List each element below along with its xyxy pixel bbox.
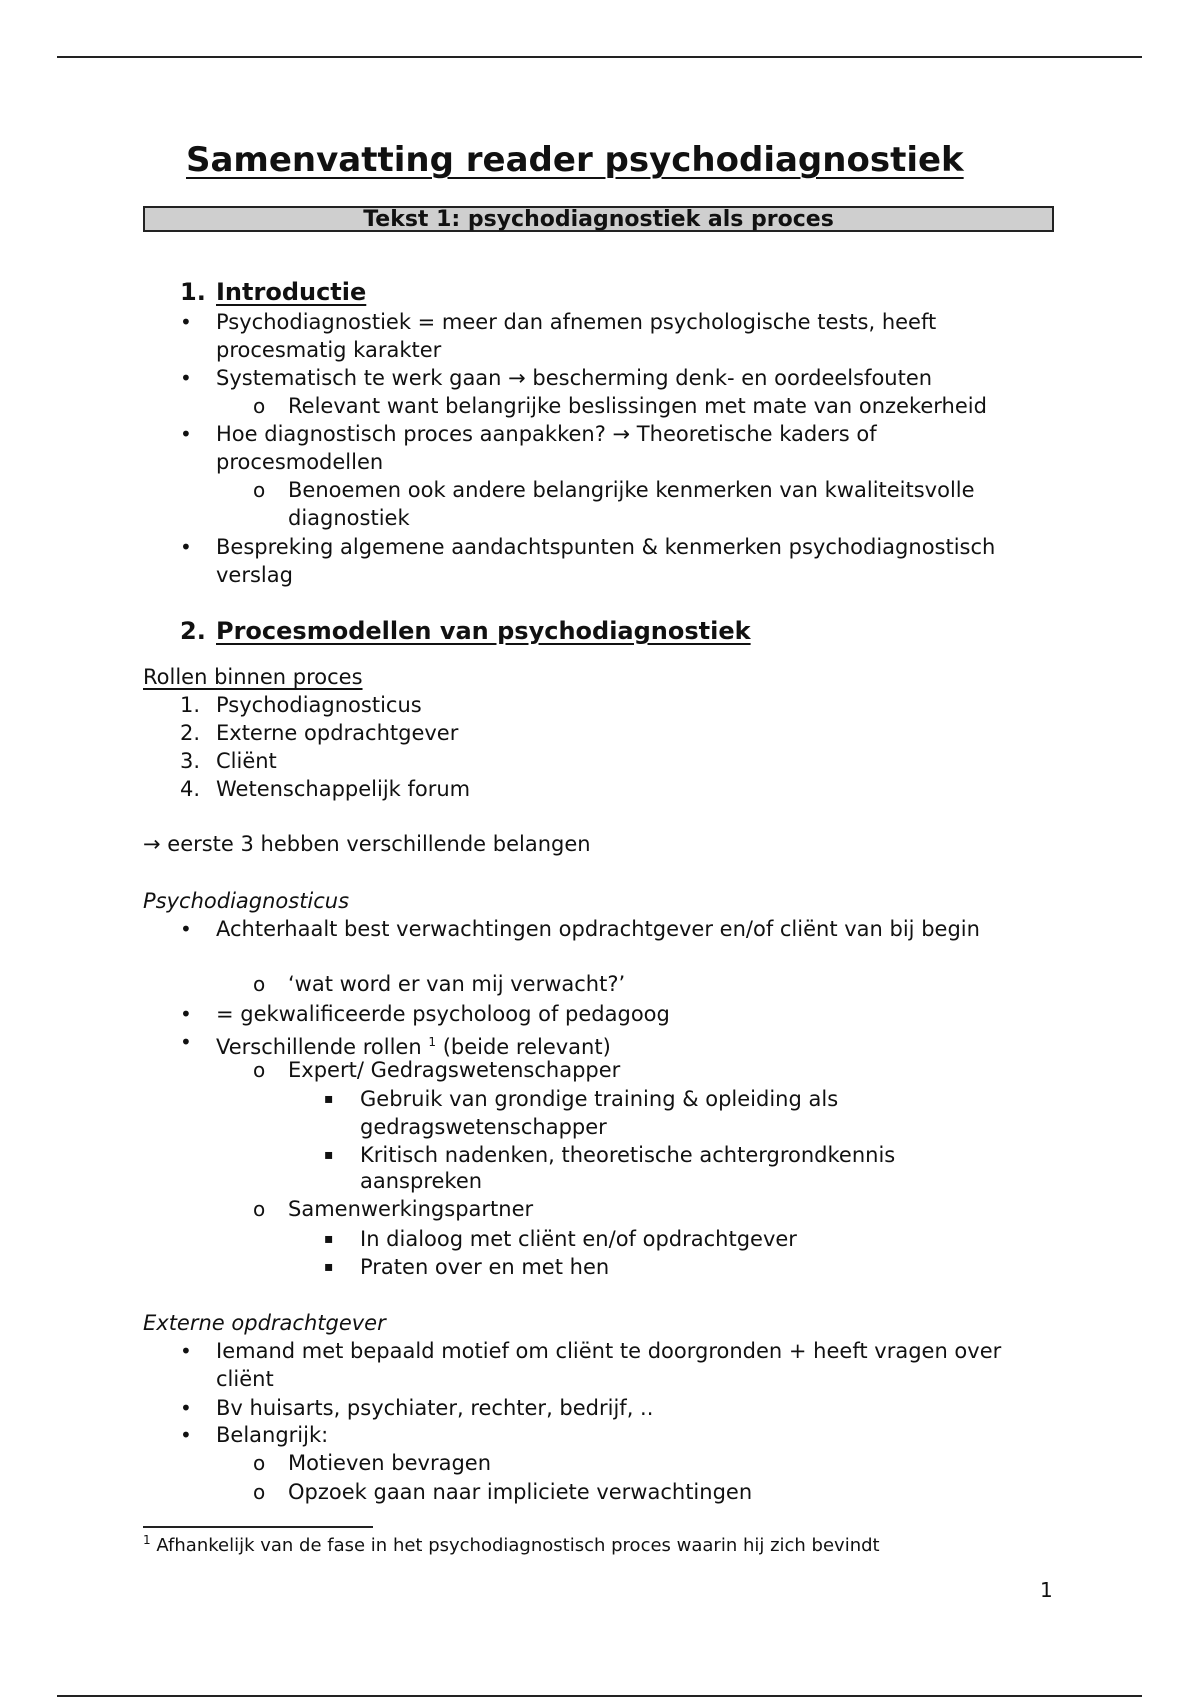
- bullet-icon: •: [180, 1030, 192, 1054]
- list-item: Psychodiagnostiek = meer dan afnemen psychologische tests, heeft: [216, 310, 937, 334]
- footer-rule: [57, 1695, 1142, 1697]
- square-bullet-icon: ▪: [324, 1231, 334, 1247]
- sub-list-item: Expert/ Gedragswetenschapper: [288, 1058, 621, 1082]
- bullet-icon: •: [180, 1339, 192, 1363]
- footnote-reference[interactable]: 1: [428, 1035, 436, 1049]
- heading-label: Procesmodellen van psychodiagnostiek: [216, 617, 751, 645]
- footnote-separator: [143, 1526, 373, 1528]
- sub-sub-list-item: Praten over en met hen: [360, 1255, 610, 1279]
- circle-bullet-icon: o: [253, 394, 266, 418]
- list-number: 3.: [180, 749, 201, 773]
- list-item-text: Verschillende rollen: [216, 1035, 422, 1059]
- sub-list-item-continued: diagnostiek: [288, 506, 410, 530]
- heading-introductie: [180, 278, 366, 306]
- footnote-text: Afhankelijk van de fase in het psychodiagnostisch proces waarin hij zich bevindt: [156, 1535, 880, 1556]
- list-item: Belangrijk:: [216, 1423, 329, 1447]
- list-item-tail: (beide relevant): [442, 1035, 611, 1059]
- role-item: Psychodiagnosticus: [216, 693, 422, 717]
- heading-number: 2.: [180, 617, 206, 645]
- sub-list-item: Samenwerkingspartner: [288, 1197, 534, 1221]
- list-item: Bv huisarts, psychiater, rechter, bedrijf, ..: [216, 1396, 654, 1420]
- circle-bullet-icon: o: [253, 972, 266, 996]
- bullet-icon: •: [180, 535, 192, 559]
- sub-sub-list-item: Kritisch nadenken, theoretische achtergrondkennis: [360, 1143, 896, 1167]
- list-item-continued: procesmatig karakter: [216, 338, 442, 362]
- bullet-icon: •: [180, 1423, 192, 1447]
- list-item: Bespreking algemene aandachtspunten & kenmerken psychodiagnostisch: [216, 535, 996, 559]
- heading-procesmodellen: [180, 617, 751, 645]
- page-number: 1: [1040, 1578, 1053, 1602]
- roles-heading: Rollen binnen proces: [143, 665, 363, 689]
- sub-list-item: Motieven bevragen: [288, 1451, 492, 1475]
- sub-list-item: ‘wat word er van mij verwacht?’: [288, 972, 626, 996]
- header-rule: [57, 56, 1142, 58]
- footnote-mark: 1: [143, 1533, 151, 1547]
- bullet-icon: •: [180, 1396, 192, 1420]
- list-item-continued: cliënt: [216, 1367, 274, 1391]
- list-number: 4.: [180, 777, 201, 801]
- bullet-icon: •: [180, 310, 192, 334]
- sub-list-item: Benoemen ook andere belangrijke kenmerken van kwaliteitsvolle: [288, 478, 975, 502]
- bullet-icon: •: [180, 917, 192, 941]
- list-item: Iemand met bepaald motief om cliënt te doorgronden + heeft vragen over: [216, 1339, 1002, 1363]
- circle-bullet-icon: o: [253, 1451, 266, 1475]
- sub-sub-list-item: Gebruik van grondige training & opleiding als: [360, 1087, 839, 1111]
- list-item: Achterhaalt best verwachtingen opdrachtgever en/of cliënt van bij begin: [216, 917, 980, 941]
- sub-sub-list-item-continued: aanspreken: [360, 1169, 483, 1193]
- circle-bullet-icon: o: [253, 1197, 266, 1221]
- square-bullet-icon: ▪: [324, 1091, 334, 1107]
- section-heading-box: [143, 206, 1054, 232]
- role-item: Externe opdrachtgever: [216, 721, 459, 745]
- subheading-psychodiagnosticus: Psychodiagnosticus: [143, 889, 350, 913]
- circle-bullet-icon: o: [253, 1480, 266, 1504]
- list-item: = gekwalificeerde psycholoog of pedagoog: [216, 1002, 670, 1026]
- sub-list-item: Opzoek gaan naar impliciete verwachtingen: [288, 1480, 753, 1504]
- section-heading: Tekst 1: psychodiagnostiek als proces: [363, 206, 834, 232]
- circle-bullet-icon: o: [253, 1058, 266, 1082]
- sub-list-item: Relevant want belangrijke beslissingen met mate van onzekerheid: [288, 394, 987, 418]
- bullet-icon: •: [180, 1002, 192, 1026]
- bullet-icon: •: [180, 422, 192, 446]
- sub-sub-list-item: In dialoog met cliënt en/of opdrachtgever: [360, 1227, 797, 1251]
- list-number: 2.: [180, 721, 201, 745]
- sub-sub-list-item-continued: gedragswetenschapper: [360, 1115, 607, 1139]
- document-title: Samenvatting reader psychodiagnostiek: [186, 140, 964, 180]
- footnote: [143, 1533, 880, 1556]
- role-item: Cliënt: [216, 749, 277, 773]
- list-item-continued: procesmodellen: [216, 450, 384, 474]
- roles-note: → eerste 3 hebben verschillende belangen: [143, 832, 591, 856]
- list-number: 1.: [180, 693, 201, 717]
- heading-label: Introductie: [216, 278, 367, 306]
- square-bullet-icon: ▪: [324, 1147, 334, 1163]
- bullet-icon: •: [180, 366, 192, 390]
- circle-bullet-icon: o: [253, 478, 266, 502]
- square-bullet-icon: ▪: [324, 1259, 334, 1275]
- list-item: Systematisch te werk gaan → bescherming denk- en oordeelsfouten: [216, 366, 933, 390]
- list-item: Hoe diagnostisch proces aanpakken? → Theoretische kaders of: [216, 422, 877, 446]
- heading-number: 1.: [180, 278, 206, 306]
- list-item-continued: verslag: [216, 563, 293, 587]
- role-item: Wetenschappelijk forum: [216, 777, 471, 801]
- subheading-externe-opdrachtgever: Externe opdrachtgever: [143, 1311, 386, 1335]
